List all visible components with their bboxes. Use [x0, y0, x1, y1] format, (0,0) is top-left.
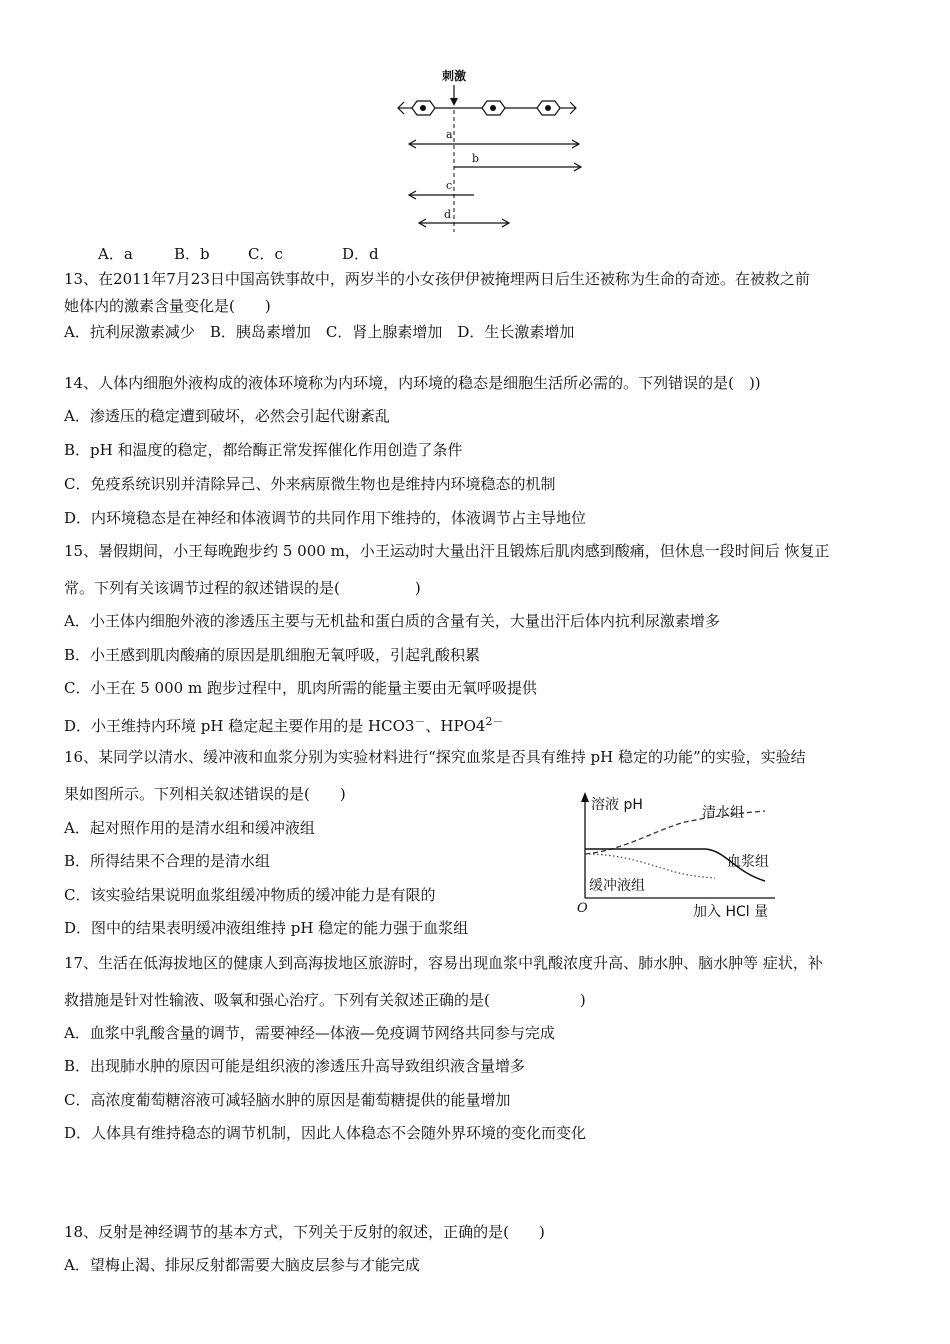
q15-option-d-charge2: 2－ — [485, 715, 504, 728]
arrow-a — [409, 140, 579, 148]
q15-option-d[interactable] — [64, 712, 503, 736]
series-buffer-line — [585, 854, 715, 878]
q17-option-b[interactable]: B．出现肺水肿的原因可能是组织液的渗透压升高导致组织液含量增多 — [64, 1057, 526, 1075]
arrow-b-label: b — [472, 152, 480, 165]
series-buffer-label: 缓冲液组 — [589, 878, 645, 894]
q14-option-c[interactable]: C．免疫系统识别并清除异己、外来病原微生物也是维持内环境稳态的机制 — [64, 475, 556, 493]
q12-option-b[interactable]: B．b — [174, 245, 210, 263]
q13-options[interactable]: A．抗利尿激素减少 B．胰岛素增加 C．肾上腺素增加 D．生长激素增加 — [64, 323, 575, 341]
arrow-d — [419, 219, 509, 227]
nerve-conduction-figure — [390, 60, 590, 235]
q13-stem-line1: 13、在2011年7月23日中国高铁事故中，两岁半的小女孩伊伊被掩埋两日后生还被称为生命的奇迹。在被救之前 — [64, 270, 810, 288]
arrow-c — [409, 191, 474, 199]
q15-option-c[interactable]: C．小王在 5 000 m 跑步过程中，肌肉所需的能量主要由无氧呼吸提供 — [64, 679, 537, 697]
q15-option-b[interactable]: B．小王感到肌肉酸痛的原因是肌细胞无氧呼吸，引起乳酸积累 — [64, 646, 481, 664]
series-plasma-label: 血浆组 — [727, 854, 769, 870]
q16-option-a[interactable]: A．起对照作用的是清水组和缓冲液组 — [64, 819, 315, 837]
arrow-a-label: a — [446, 128, 453, 141]
q18-option-a[interactable]: A．望梅止渴、排尿反射都需要大脑皮层参与才能完成 — [64, 1256, 420, 1274]
q17-option-d[interactable]: D．人体具有维持稳态的调节机制，因此人体稳态不会随外界环境的变化而变化 — [64, 1124, 587, 1142]
q17-stem-line2: 救措施是针对性输液、吸氧和强心治疗。下列有关叙述正确的是( ) — [64, 991, 586, 1009]
q15-stem-line2: 常。下列有关该调节过程的叙述错误的是( ) — [64, 579, 421, 597]
q13-stem-line2: 她体内的激素含量变化是( ) — [64, 297, 271, 315]
q14-option-a[interactable]: A．渗透压的稳定遭到破坏，必然会引起代谢紊乱 — [64, 407, 390, 425]
q15-stem-line1: 15、暑假期间，小王每晚跑步约 5 000 m，小王运动时大量出汗且锻炼后肌肉感到酸痛，但休息一段时间后 恢复正 — [64, 542, 830, 560]
q15-option-a[interactable]: A．小王体内细胞外液的渗透压主要与无机盐和蛋白质的含量有关，大量出汗后体内抗利尿激素增多 — [64, 612, 720, 630]
q17-option-a[interactable]: A．血浆中乳酸含量的调节，需要神经—体液—免疫调节网络共同参与完成 — [64, 1024, 555, 1042]
arrow-d-label: d — [444, 208, 452, 221]
x-axis-label: 加入 HCl 量 — [693, 904, 769, 920]
q16-option-c[interactable]: C．该实验结果说明血浆组缓冲物质的缓冲能力是有限的 — [64, 886, 436, 904]
series-water-label: 清水组 — [702, 805, 744, 821]
origin-label: O — [577, 901, 588, 916]
ph-chart — [575, 790, 790, 922]
q14-option-d[interactable]: D．内环境稳态是在神经和体液调节的共同作用下维持的，体液调节占主导地位 — [64, 509, 587, 527]
q12-option-a[interactable]: A．a — [98, 245, 133, 263]
q15-option-d-sep: 、HPO4 — [425, 717, 486, 735]
q14-option-b[interactable]: B．pH 和温度的稳定，都给酶正常发挥催化作用创造了条件 — [64, 441, 463, 459]
q12-option-d[interactable]: D．d — [342, 245, 379, 263]
stimulus-label: 刺激 — [442, 69, 467, 83]
q14-stem: 14、人体内细胞外液构成的液体环境称为内环境，内环境的稳态是细胞生活所必需的。下列错误的是( )) — [64, 374, 761, 392]
arrow-c-label: c — [446, 179, 453, 192]
q15-option-d-charge1: － — [414, 715, 426, 728]
q16-stem-line2: 果如图所示。下列相关叙述错误的是( ) — [64, 785, 346, 803]
q15-option-d-text: D．小王维持内环境 pH 稳定起主要作用的是 HCO3 — [64, 717, 415, 735]
q16-stem-line1: 16、某同学以清水、缓冲液和血浆分别为实验材料进行“探究血浆是否具有维持 pH 稳定的功能”的实验，实验结 — [64, 748, 806, 766]
y-axis-label: 溶液 pH — [591, 797, 643, 813]
q16-option-b[interactable]: B．所得结果不合理的是清水组 — [64, 852, 271, 870]
q18-stem: 18、反射是神经调节的基本方式，下列关于反射的叙述，正确的是( ) — [64, 1223, 545, 1241]
q12-option-c[interactable]: C．c — [248, 245, 283, 263]
q17-stem-line1: 17、生活在低海拔地区的健康人到高海拔地区旅游时，容易出现血浆中乳酸浓度升高、肺水肿、脑水肿等 症状，补 — [64, 954, 823, 972]
q16-option-d[interactable]: D．图中的结果表明缓冲液组维持 pH 稳定的能力强于血浆组 — [64, 919, 469, 937]
q17-option-c[interactable]: C．高浓度葡萄糖溶液可减轻脑水肿的原因是葡萄糖提供的能量增加 — [64, 1091, 511, 1109]
